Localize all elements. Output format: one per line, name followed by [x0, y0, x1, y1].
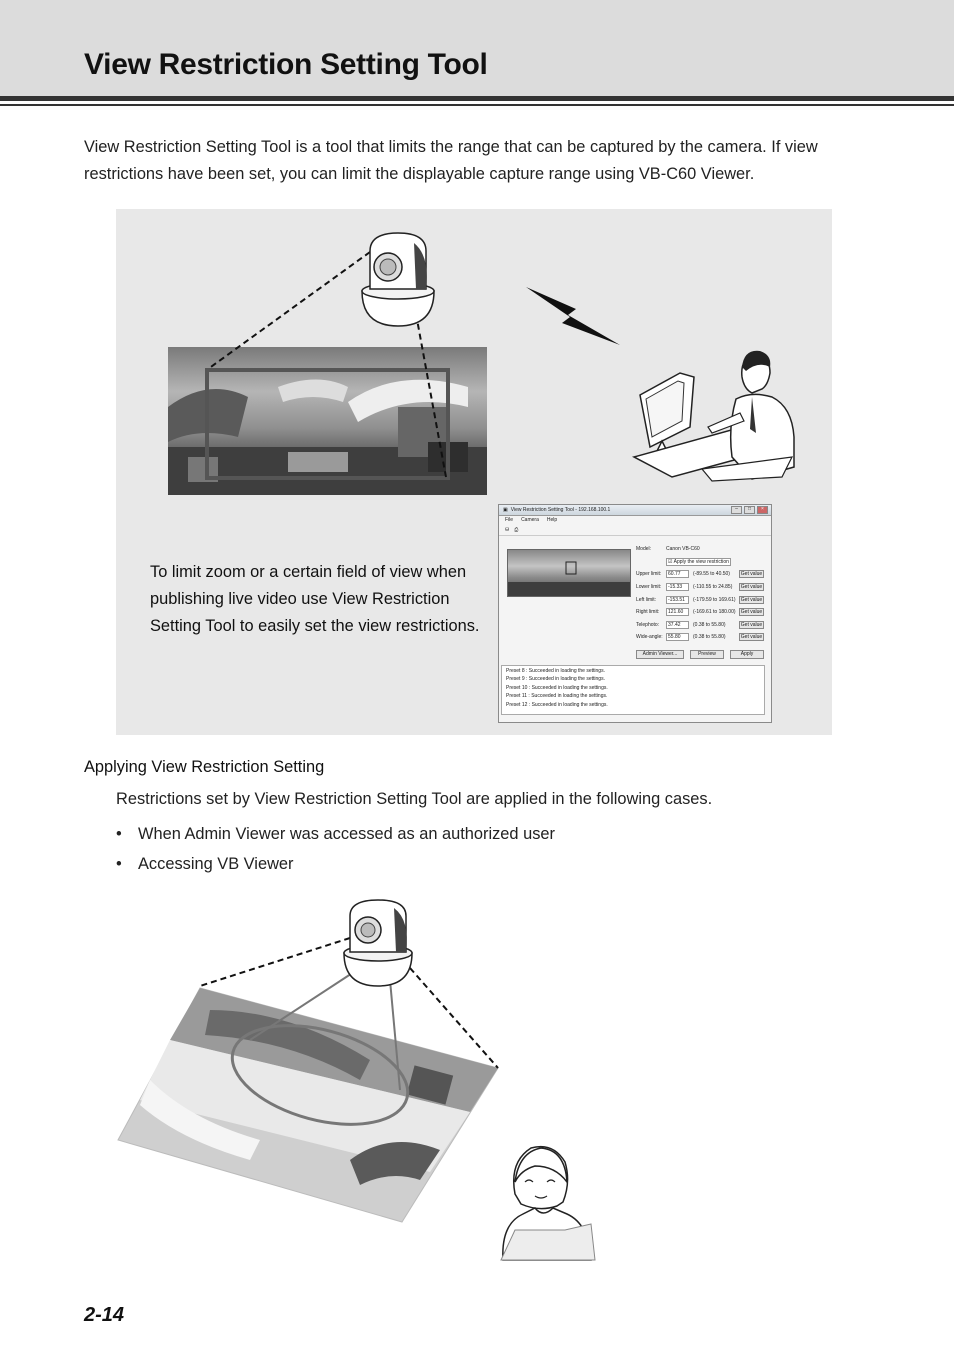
minimize-button[interactable]: –	[731, 506, 742, 514]
preview-button[interactable]: Preview	[690, 650, 724, 659]
lower-limit-input[interactable]: -15.33	[666, 583, 689, 591]
bullet-list	[116, 819, 555, 879]
app-window-icon: ▣	[503, 507, 508, 513]
view-line-right	[416, 314, 446, 477]
connect-icon[interactable]: ⛁	[505, 526, 510, 533]
bullet-item: • When Admin Viewer was accessed as an authorized user	[116, 825, 555, 843]
apply-restriction-checkbox[interactable]: ☑ Apply the view restriction	[668, 558, 729, 565]
header-rule-thick	[0, 96, 954, 101]
section-heading: Applying View Restriction Setting	[84, 758, 325, 776]
operator-at-computer-icon	[634, 351, 794, 481]
right-limit-input[interactable]: 121.60	[666, 608, 689, 616]
log-line: Preset 11 : Succeeded in loading the settings.	[506, 693, 608, 700]
restriction-form	[636, 543, 766, 644]
admin-viewer-button[interactable]: Admin Viewer...	[636, 650, 684, 659]
apply-button[interactable]: Apply	[730, 650, 764, 659]
left-limit-input[interactable]: -153.51	[666, 596, 689, 604]
menu-camera[interactable]: Camera	[521, 517, 539, 523]
right-limit-get-value-button[interactable]: Get value	[740, 609, 763, 616]
page-title: View Restriction Setting Tool	[84, 48, 488, 81]
model-value: Canon VB-C60	[666, 546, 700, 553]
upper-limit-input[interactable]: 60.77	[666, 570, 689, 578]
status-log[interactable]	[501, 665, 765, 715]
log-line: Preset 9 : Succeeded in loading the settings.	[506, 676, 605, 683]
log-line: Preset 8 : Succeeded in loading the settings.	[506, 668, 605, 674]
lower-limit-row: Lower limit: -15.33 (-110.55 to 24.85) Get value	[636, 584, 763, 591]
maximize-button[interactable]: □	[744, 506, 755, 514]
upper-limit-get-value-button[interactable]: Get value	[740, 571, 763, 578]
menu-help[interactable]: Help	[546, 517, 558, 523]
telephoto-input[interactable]: 37.42	[666, 621, 689, 629]
telephoto-get-value-button[interactable]: Get value	[740, 621, 763, 628]
lower-limit-get-value-button[interactable]: Get value	[740, 584, 763, 591]
view-line-left	[208, 252, 370, 369]
log-line: Preset 10 : Succeeded in loading the settings.	[506, 684, 608, 691]
figure-vb-viewer	[110, 890, 610, 1270]
tilted-panorama-image	[118, 988, 498, 1222]
menu-file[interactable]: File	[505, 517, 514, 523]
page-number: 2-14	[84, 1304, 125, 1326]
disconnect-icon[interactable]: ⎙	[514, 526, 519, 533]
bullet-item: • Accessing VB Viewer	[116, 855, 294, 873]
app-titlebar	[499, 505, 771, 516]
app-menubar	[499, 516, 771, 524]
close-button[interactable]: ×	[757, 506, 768, 514]
restriction-tool-window	[498, 504, 772, 723]
left-limit-row: Left limit: -153.51 (-179.59 to 169.61) Get value	[636, 596, 763, 603]
wide-angle-input[interactable]: 55.80	[666, 633, 689, 641]
restriction-frame	[207, 370, 448, 478]
app-window-title: View Restriction Setting Tool - 192.168.100.1	[510, 507, 611, 513]
lightning-icon	[526, 287, 620, 345]
camera-icon	[362, 233, 434, 326]
telephoto-row: Telephoto: 37.42 (0.38 to 55.80) Get value	[636, 621, 763, 628]
viewer-person-icon	[501, 1147, 595, 1260]
model-label: Model:	[636, 546, 652, 553]
wide-angle-get-value-button[interactable]: Get value	[740, 634, 763, 641]
upper-limit-row: Upper limit: 60.77 (-89.55 to 40.50) Get value	[636, 571, 763, 578]
left-limit-get-value-button[interactable]: Get value	[740, 596, 763, 603]
right-limit-row: Right limit: 121.60 (-169.61 to 180.00) Get value	[636, 609, 763, 616]
header-rule-thin	[0, 104, 954, 106]
camera-icon	[344, 900, 412, 986]
page-header	[0, 0, 954, 96]
section-paragraph: Restrictions set by View Restriction Setting Tool are applied in the following cases.	[116, 790, 713, 808]
intro-paragraph: View Restriction Setting Tool is a tool that limits the range that can be captured by the camera. If view restrictions have been set, you can limit the displayable capture range using VB-C60 Viewer.	[84, 138, 818, 183]
panorama-thumbnail[interactable]	[507, 549, 631, 597]
figure-callout-text: To limit zoom or a certain field of view when publishing live video use View Restriction Setting Tool to easily set the view restrictions.	[150, 563, 480, 636]
app-toolbar	[499, 524, 771, 536]
log-line: Preset 12 : Succeeded in loading the settings.	[506, 701, 608, 708]
wide-angle-row: Wide-angle: 55.80 (0.38 to 55.80) Get value	[636, 634, 763, 641]
thumbnail-frame	[566, 562, 576, 574]
